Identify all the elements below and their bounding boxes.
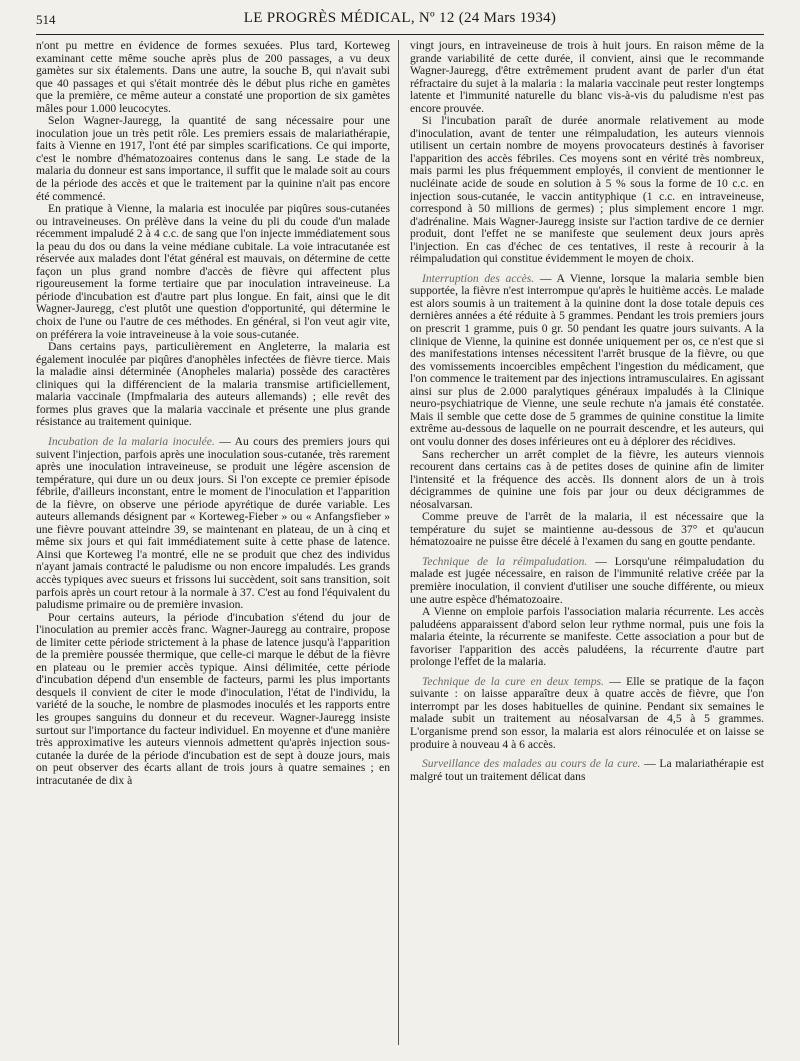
column-divider: [398, 40, 399, 1045]
paragraph: [410, 115, 764, 266]
paragraph-text: Sans rechercher un arrêt complet de la fièvre, les auteurs viennois recourent dans certains cas à de petites doses de quinine afin de limiter l'intensité et la fréquence des accès. Ils donnent alors de un à trois décigrammes de quinine une fois par jour ou deux décigrammes de néosalvarsan.: [410, 447, 764, 511]
paragraph-text: vingt jours, en intraveineuse de trois à huit jours. En raison même de la grande variabilité de cette durée, il convient, ainsi que le recommande Wagner-Jauregg, d'être extrêmement prudent avant de parler d'un état réfractaire du sujet à la malaria : la malaria vaccinale peut rester longtemps latente et l'immunité naturelle du blanc vis-à-vis du paludisme n'est pas encore prouvée.: [410, 40, 764, 115]
paragraph-text: Comme preuve de l'arrêt de la malaria, il est nécessaire que la température du sujet se maintienne au-dessous de 37° et qu'aucun hématozoaire ne puisse être décelé à l'examen du sang en goutte pendante.: [410, 510, 764, 549]
page-header: [36, 10, 764, 32]
paragraph-text: — Au cours des premiers jours qui suivent l'injection, parfois après une inoculation sous-cutanée, très rarement après une inoculation intraveineuse, se produit une légère ascension de température, qui dure un ou deux jours. Si l'on excepte ce premier épisode fébrile, d'ailleurs inconstant, entre le moment de l'inoculation et l'apparition de la fièvre, on observe une période apyrétique de durée variable. Les auteurs allemands désignent par « Korteweg-Fieber » ou « Anfangsfieber » une fièvre pouvant atteindre 39, se maintenant en plateau, de un à cinq et même six jours et qui fait immédiatement suite à cette phase de latence. Ainsi que Korteweg l'a montré, elle ne se produit que chez des individus n'ayant jamais contracté le paludisme ou non encore impaludés. Les grands accès typiques avec sueurs et frissons lui succèdent, soit sans transition, soit parfois après un court retour à la normale à 37. C'est au fond l'équivalent du paludisme primaire ou de première invasion.: [36, 434, 390, 612]
paragraph-text: — A Vienne, lorsque la malaria semble bien supportée, la fièvre n'est interrompue qu'après le huitième accès. Le malade est alors soumis à un traitement à la quinine dont la dose totale depuis ces dernières années a été réduite à 5 grammes. Pendant les trois premiers jours on prescrit 1 gramme, puis 0 gr. 50 pendant les quatre jours suivants. A la clinique de Vienne, la quinine est donnée uniquement per os, ce n'est que si des manifestations intenses nécessitent l'arrêt brusque de la fièvre, ou que des vomissements incoercibles empêchent l'ingestion du médicament, que l'on commence le traitement par des injections intramusculaires. En agissant ainsi sur plus de 2.000 paralytiques généraux impaludés à la Clinique neuro-psychiatrique de Vienne, une seule rechute n'a jamais été constatée. Mais il semble que cette dose de 5 grammes de quinine constitue la limite extrême au-dessous de laquelle on ne pourrait descendre, et les auteurs, qui ont voulu donner des doses inférieures ont eu à déplorer des récidives.: [410, 271, 764, 448]
page-number: 514: [36, 12, 56, 27]
paragraph: [410, 40, 764, 115]
paragraph: [410, 676, 764, 751]
paragraph-text: Dans certains pays, particulièrement en Angleterre, la malaria est également inoculée par piqûres d'anophèles infectées de fièvre tierce. Mais la maladie ainsi déterminée (Anopheles malaria) possède des caractères cliniques qui la différencient de la malaria transmise artificiellement, malaria vaccinale (Impfmalaria des auteurs allemands) ; elle revêt des formes plus graves que la malaria vaccinale et présente une plus grande résistance au traitement quinique.: [36, 340, 390, 429]
paragraph-text: Si l'incubation paraît de durée anormale relativement au mode d'inoculation, avant de tenter une réimpaludation, les auteurs viennois utilisent un certain nombre de moyens provocateurs destinés à favoriser l'apparition des accès fébriles. Ces moyens sont en vérité très nombreux, mais parmi les plus fréquemment employés, il convient de mentionner le nucléinate acide de soude en solution à 5 % sous la forme de 10 c.c. en injection sous-cutanée, le vaccin antityphique (1 c.c. en intraveineuse, correspond à 50 millions de germes) ; plus simplement encore 1 mgr. d'adrénaline. Mais Wagner-Jauregg insiste sur l'action tardive de ce dernier produit, dont l'effet ne se manifeste que seulement deux jours après l'injection. En cas d'échec de ces tentatives, il reste à recourir à la réimpaludation qui constitue évidemment le moyen de choix.: [410, 114, 764, 266]
paragraph: [36, 436, 390, 612]
header-rule: [36, 34, 764, 35]
paragraph: [410, 556, 764, 606]
paragraph: [36, 40, 390, 115]
paragraph: [410, 449, 764, 512]
section-heading: Interruption des accès.: [422, 271, 535, 285]
paragraph-text: — Lorsqu'une réimpaludation du malade est jugée nécessaire, en raison de l'immunité relative créée par la première inoculation, il convient d'utiliser une souche différente, ou mieux une autre espèce d'hématozoaire.: [410, 554, 764, 606]
section-heading: Technique de la cure en deux temps.: [422, 674, 604, 688]
left-column: [36, 40, 390, 1050]
paragraph: [410, 758, 764, 783]
section-heading: Incubation de la malaria inoculée.: [48, 434, 215, 448]
paragraph: [36, 203, 390, 341]
paragraph: [36, 115, 390, 203]
paragraph: [410, 273, 764, 449]
running-title: LE PROGRÈS MÉDICAL, Nº 12 (24 Mars 1934): [243, 10, 557, 26]
right-column: [410, 40, 764, 1050]
paragraph-text: En pratique à Vienne, la malaria est inoculée par piqûres sous-cutanées ou intraveineuses. On prélève dans la veine du pli du coude d'un malade récemment impaludé 2 à 4 c.c. de sang que l'on injecte immédiatement sous la peau du dos ou dans la veine médiane cubitale. La voie intracutanée est réservée aux malades dont l'état général est mauvais, on détermine de cette façon un plus grand nombre d'accès de fièvre qui affectent plus rigoureusement la forme tertiaire que par inoculation intraveineuse. La période d'incubation est d'autre part plus longue. En fait, ainsi que le dit Wagner-Jauregg, c'est plutôt une question d'opportunité, qui détermine le choix de l'une ou l'autre de ces méthodes. En général, si l'on veut agir vite, on préférera la voie intraveineuse à la voie sous-cutanée.: [36, 202, 390, 341]
paragraph-text: — La malariathérapie est malgré tout un traitement délicat dans: [410, 757, 764, 783]
section-heading: Surveillance des malades au cours de la cure.: [422, 757, 641, 771]
paragraph-text: Pour certains auteurs, la période d'incubation s'étend du jour de l'inoculation au premier accès franc. Wagner-Jauregg au contraire, propose de limiter cette période strictement à la phase de latence jusqu'à l'apparition de la première poussée thermique, que celle-ci marque le début de la fièvre en plateau ou le premier accès typique. Ainsi délimitée, cette période d'incubation dépend d'un ensemble de facteurs, parmi les plus importants desquels il convient de citer le mode d'inoculation, l'état de l'individu, la variété de la souche, le nombre de plasmodes inoculés et les rapports entre les groupes sanguins du donneur et du receveur. Wagner-Jauregg insiste surtout sur l'importance du facteur individuel. En moyenne et d'une manière très approximative les auteurs viennois admettent qu'après injection sous-cutanée la durée de la période d'incubation est de sept à douze jours, mais on peut observer des écarts allant de trois jours à quatre semaines ; en intracutanée de dix à: [36, 610, 390, 787]
paragraph-text: Selon Wagner-Jauregg, la quantité de sang nécessaire pour une inoculation joue un très petit rôle. Les premiers essais de malariathérapie, faits à Vienne en 1917, l'ont été par simples scarifications. Ce qui importe, c'est le nombre d'hématozoaires contenus dans le sang. Le stade de la malaria du donneur est sans importance, il suffit que le malade soit au cours de la période des accès et que le traitement par la quinine n'ait pas encore été commencé.: [36, 114, 390, 203]
paragraph: [36, 612, 390, 788]
paragraph: [410, 606, 764, 669]
paragraph-text: A Vienne on emploie parfois l'association malaria récurrente. Les accès paludéens apparaissent d'abord selon leur rythme normal, puis une fois la malaria éteinte, la récurrente se manifeste. Cette association a pour but de favoriser l'apparition des accès paludéens, la récurrente d'autre part prolonge l'effet de la malaria.: [410, 605, 764, 669]
section-heading: Technique de la réimpaludation.: [422, 554, 588, 568]
paragraph-text: n'ont pu mettre en évidence de formes sexuées. Plus tard, Korteweg examinant cette même souche après plus de 200 passages, a vu deux gamètes sur six étalements. Dans une autre, la souche B, qui n'avait subi que 40 passages et qui s'était montrée dès le début plus riche en gamètes que la première, ce même auteur a constaté une proportion de six gamètes mâles pour 1.000 leucocytes.: [36, 40, 390, 115]
paragraph: [36, 341, 390, 429]
paragraph: [410, 511, 764, 549]
paragraph-text: — Elle se pratique de la façon suivante : on laisse apparaître deux à quatre accès de fièvre, que l'on interrompt par les doses habituelles de quinine. Pendant six semaines le malade subit un traitement au néosalvarsan de 4,5 à 5 grammes. L'organisme prend son essor, la malaria est alors réinoculée et on laisse se produire à nouveau 4 à 6 accès.: [410, 674, 764, 751]
